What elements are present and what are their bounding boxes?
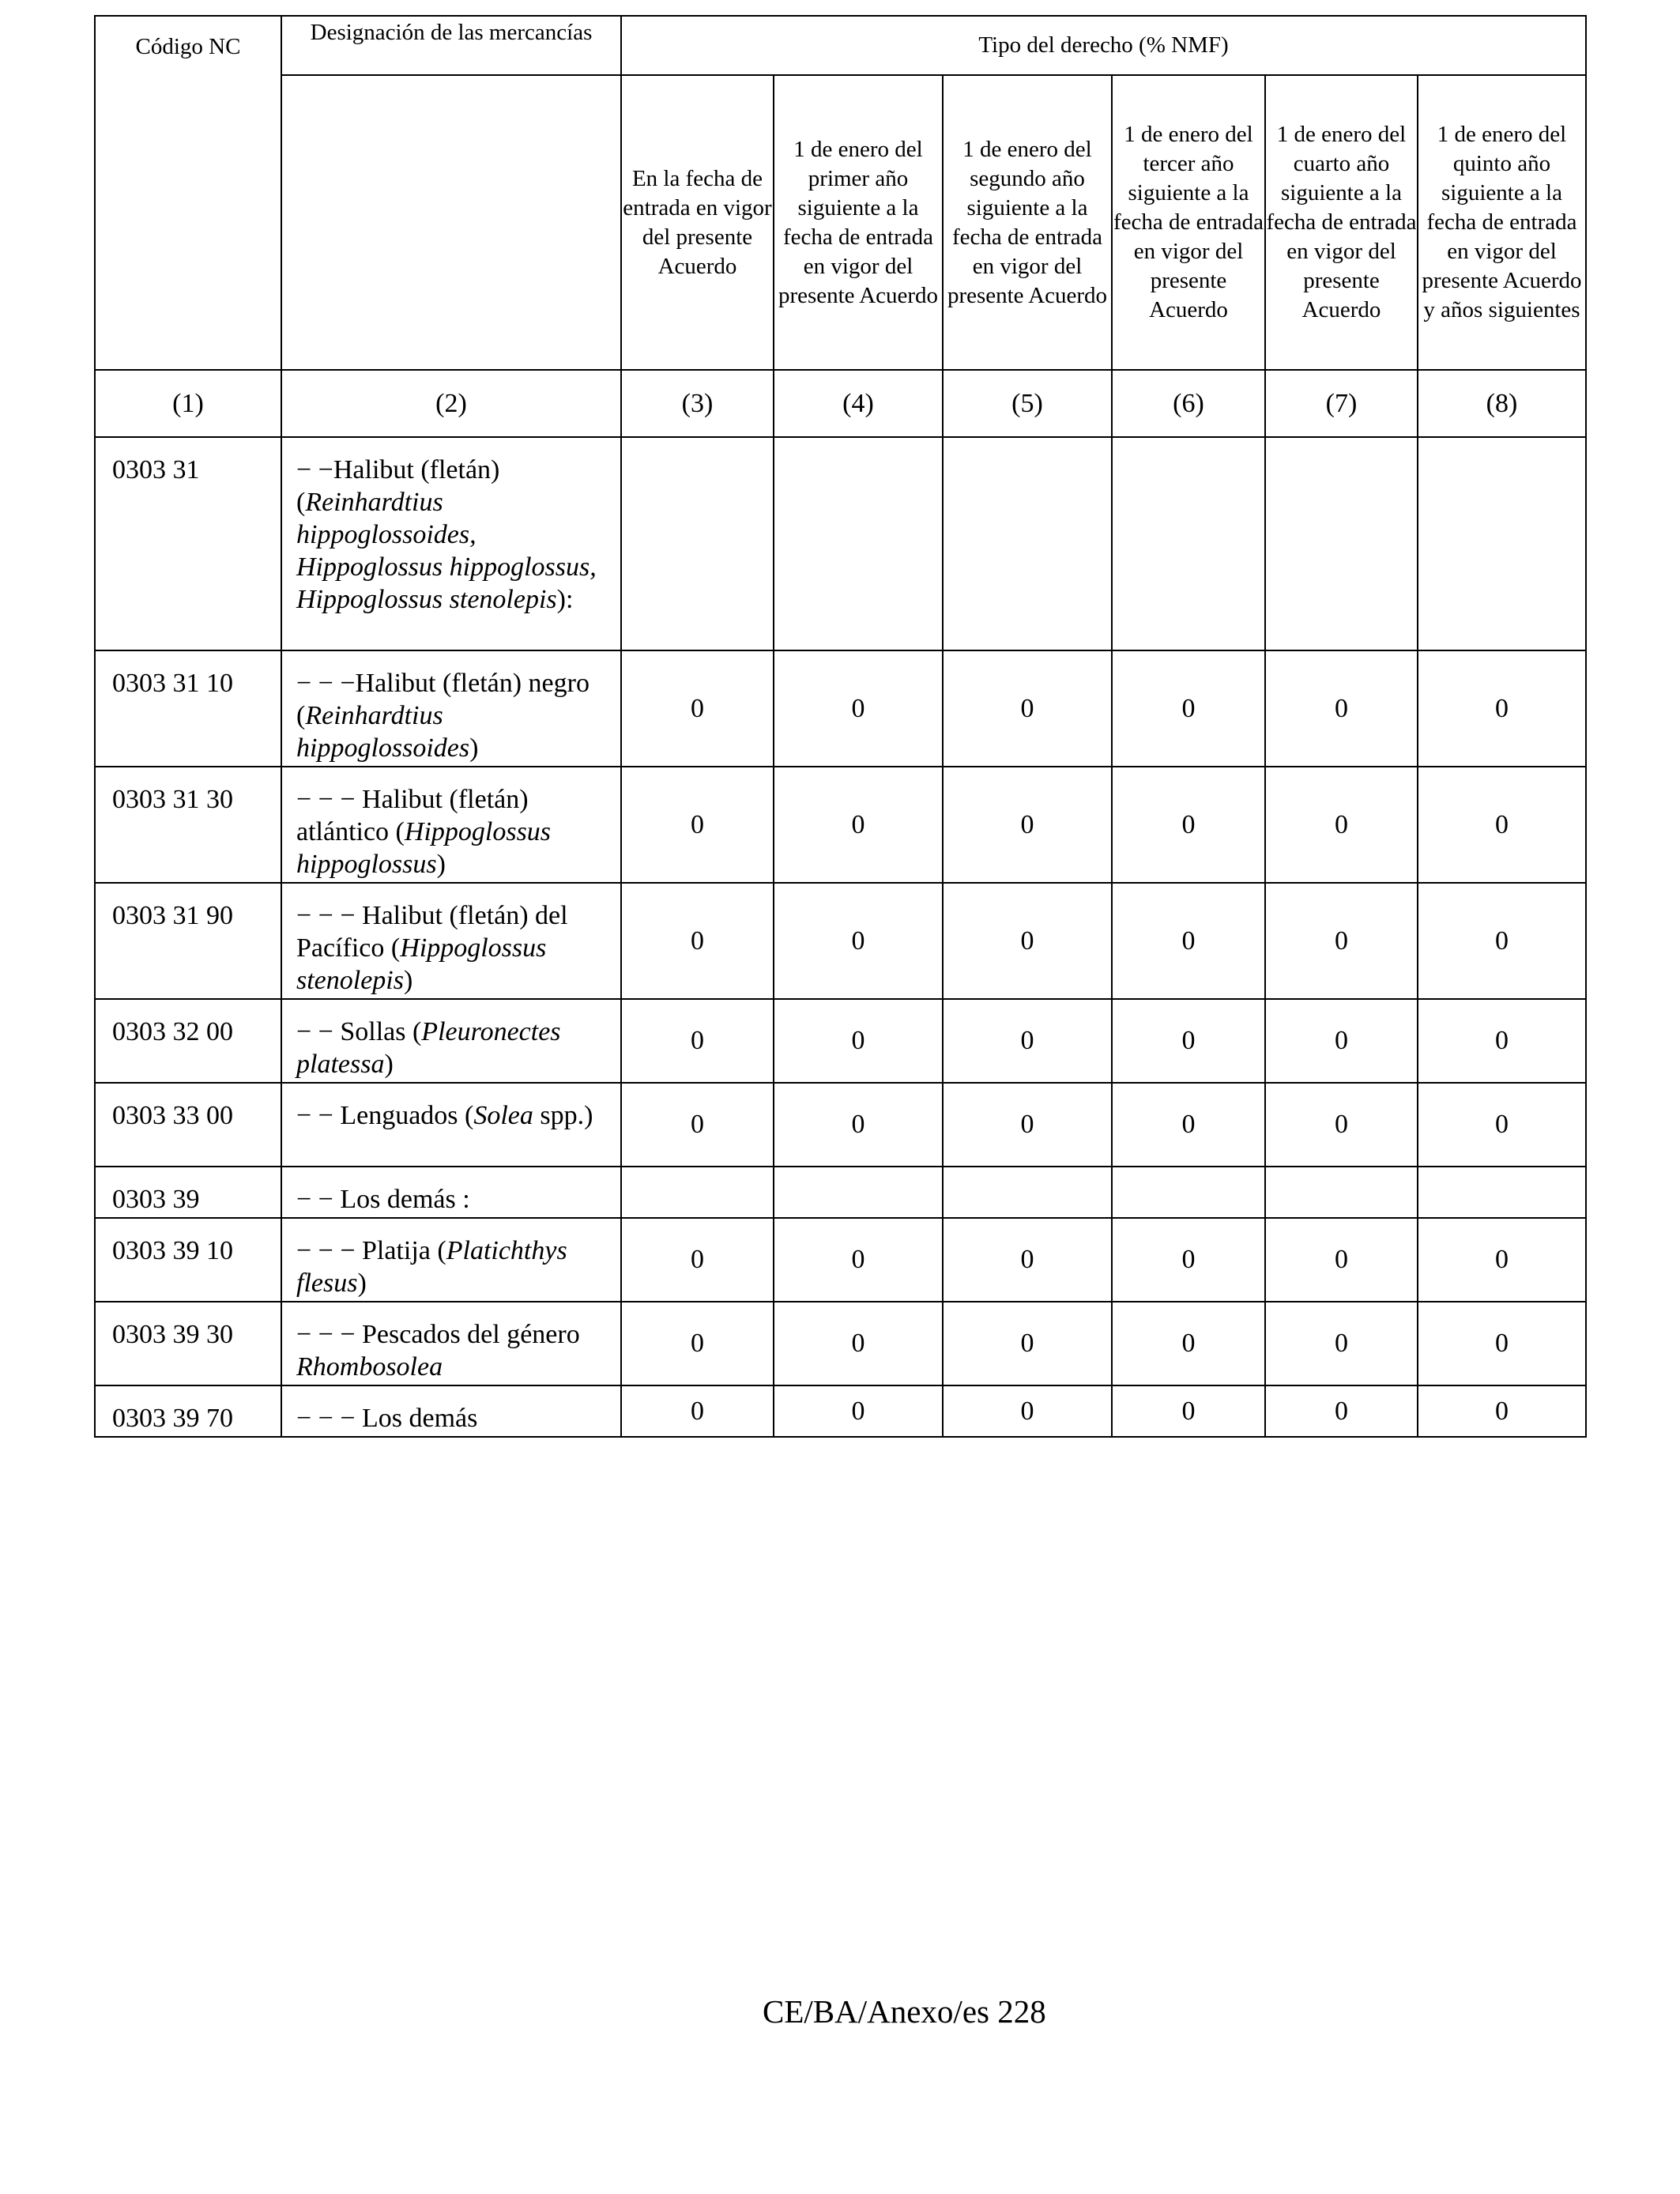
description-text: ) <box>384 1050 394 1079</box>
goods-description-cell <box>281 1302 621 1385</box>
description-text: − − −Halibut (fletán) negro ( <box>296 669 590 730</box>
goods-description-cell <box>281 1385 621 1437</box>
header-stage-4: 1 de enero del tercer año siguiente a la fecha de entrada en vigor del presente Acuerdo <box>1112 75 1265 370</box>
duty-rate-cell: 0 <box>774 650 943 767</box>
duty-rate-cell: 0 <box>774 883 943 999</box>
duty-rate-cell: 0 <box>621 999 774 1083</box>
duty-rate-cell <box>1265 437 1418 650</box>
scientific-name: Reinhardtius hippoglossoides <box>296 701 470 763</box>
duty-rate-cell: 0 <box>1265 1385 1418 1437</box>
header-stage-6: 1 de enero del quinto año siguiente a la fecha de entrada en vigor del presente Acuerdo y años siguientes <box>1418 75 1586 370</box>
duty-rate-cell <box>1112 1167 1265 1218</box>
description-text: − − Los demás : <box>296 1185 470 1214</box>
duty-rate-cell: 0 <box>1265 1083 1418 1167</box>
duty-rate-cell <box>621 1167 774 1218</box>
duty-rate-cell: 0 <box>1418 650 1586 767</box>
scientific-name: Hippoglossus stenolepis <box>296 933 547 995</box>
description-text: ) <box>469 733 479 763</box>
goods-description-cell <box>281 1167 621 1218</box>
duty-rate-cell: 0 <box>1418 883 1586 999</box>
nc-code-cell: 0303 33 00 <box>95 1083 281 1167</box>
description-text: spp.) <box>533 1101 593 1130</box>
goods-description-cell <box>281 650 621 767</box>
duty-rate-cell: 0 <box>1265 1302 1418 1385</box>
duty-rate-cell: 0 <box>1418 1218 1586 1302</box>
duty-rate-cell <box>943 1167 1112 1218</box>
nc-code-cell: 0303 39 30 <box>95 1302 281 1385</box>
duty-rate-cell: 0 <box>1112 883 1265 999</box>
nc-code-cell: 0303 39 10 <box>95 1218 281 1302</box>
nc-code-cell: 0303 31 10 <box>95 650 281 767</box>
column-number: (5) <box>943 370 1112 437</box>
goods-description-cell <box>281 767 621 883</box>
goods-description-cell <box>281 1083 621 1167</box>
scientific-name: Hippoglossus hippoglossus <box>296 817 552 879</box>
tariff-table <box>94 15 1587 1438</box>
description-text: − − − Halibut (fletán) del Pacífico ( <box>296 901 568 963</box>
nc-code-cell: 0303 31 <box>95 437 281 650</box>
table-row <box>95 650 1586 767</box>
duty-rate-cell <box>943 437 1112 650</box>
duty-rate-cell: 0 <box>1418 999 1586 1083</box>
duty-rate-cell: 0 <box>943 1218 1112 1302</box>
description-text: − − − Halibut (fletán) atlántico ( <box>296 785 529 846</box>
table-row <box>95 1385 1586 1437</box>
duty-rate-cell: 0 <box>943 999 1112 1083</box>
table-row <box>95 1302 1586 1385</box>
table-row <box>95 767 1586 883</box>
table-row <box>95 883 1586 999</box>
description-text: − − Sollas ( <box>296 1017 422 1046</box>
duty-rate-cell: 0 <box>621 883 774 999</box>
header-stage-5: 1 de enero del cuarto año siguiente a la fecha de entrada en vigor del presente Acuerdo <box>1265 75 1418 370</box>
duty-rate-cell <box>1265 1167 1418 1218</box>
header-code: Código NC <box>95 16 281 370</box>
column-number: (2) <box>281 370 621 437</box>
description-text: − −Halibut (fletán) ( <box>296 455 500 517</box>
header-duty-group: Tipo del derecho (% NMF) <box>621 16 1586 75</box>
description-text: ): <box>556 585 574 614</box>
duty-rate-cell: 0 <box>621 1083 774 1167</box>
nc-code-cell: 0303 31 90 <box>95 883 281 999</box>
duty-rate-cell: 0 <box>1265 999 1418 1083</box>
duty-rate-cell: 0 <box>774 1385 943 1437</box>
duty-rate-cell: 0 <box>621 767 774 883</box>
description-text: − − − Platija ( <box>296 1236 446 1265</box>
duty-rate-cell: 0 <box>1265 767 1418 883</box>
description-text: ) <box>436 850 446 879</box>
table-row <box>95 437 1586 650</box>
table-row <box>95 1083 1586 1167</box>
table-body <box>95 437 1586 1437</box>
description-text: ) <box>403 966 413 995</box>
duty-rate-cell: 0 <box>621 1302 774 1385</box>
duty-rate-cell: 0 <box>1112 1218 1265 1302</box>
goods-description-cell <box>281 999 621 1083</box>
nc-code-cell: 0303 39 <box>95 1167 281 1218</box>
column-number: (4) <box>774 370 943 437</box>
duty-rate-cell: 0 <box>1418 767 1586 883</box>
duty-rate-cell <box>1418 437 1586 650</box>
header-description: Designación de las mercancías <box>281 16 621 75</box>
duty-rate-cell: 0 <box>621 650 774 767</box>
goods-description-cell <box>281 1218 621 1302</box>
duty-rate-cell <box>774 1167 943 1218</box>
header-stage-3: 1 de enero del segundo año siguiente a la fecha de entrada en vigor del presente Acuerdo <box>943 75 1112 370</box>
duty-rate-cell: 0 <box>1418 1302 1586 1385</box>
duty-rate-cell <box>621 437 774 650</box>
duty-rate-cell: 0 <box>943 1302 1112 1385</box>
nc-code-cell: 0303 32 00 <box>95 999 281 1083</box>
column-number-row <box>95 370 1586 437</box>
nc-code-cell: 0303 39 70 <box>95 1385 281 1437</box>
table-row <box>95 1167 1586 1218</box>
column-number: (3) <box>621 370 774 437</box>
header-description-blank <box>281 75 621 370</box>
duty-rate-cell: 0 <box>774 1302 943 1385</box>
nc-code-cell: 0303 31 30 <box>95 767 281 883</box>
duty-rate-cell: 0 <box>1112 999 1265 1083</box>
duty-rate-cell: 0 <box>1112 767 1265 883</box>
duty-rate-cell: 0 <box>1265 1218 1418 1302</box>
duty-rate-cell: 0 <box>943 1385 1112 1437</box>
duty-rate-cell: 0 <box>1112 1385 1265 1437</box>
duty-rate-cell <box>1418 1167 1586 1218</box>
duty-rate-cell: 0 <box>1265 650 1418 767</box>
column-number: (1) <box>95 370 281 437</box>
duty-rate-cell: 0 <box>943 650 1112 767</box>
table-row <box>95 1218 1586 1302</box>
duty-rate-cell: 0 <box>774 1083 943 1167</box>
header-stage-1: En la fecha de entrada en vigor del presente Acuerdo <box>621 75 774 370</box>
header-row-stages <box>95 75 1586 370</box>
scientific-name: Reinhardtius hippoglossoides, Hippoglossus hippoglossus, Hippoglossus stenolepis <box>296 488 597 614</box>
duty-rate-cell: 0 <box>943 767 1112 883</box>
scientific-name: Solea <box>473 1101 533 1130</box>
duty-rate-cell: 0 <box>943 1083 1112 1167</box>
description-text: − − − Los demás <box>296 1404 478 1433</box>
column-number: (7) <box>1265 370 1418 437</box>
description-text: − − Lenguados ( <box>296 1101 474 1130</box>
duty-rate-cell: 0 <box>774 999 943 1083</box>
duty-rate-cell: 0 <box>943 883 1112 999</box>
duty-rate-cell: 0 <box>774 767 943 883</box>
header-stage-2: 1 de enero del primer año siguiente a la fecha de entrada en vigor del presente Acuerdo <box>774 75 943 370</box>
description-text: ) <box>357 1269 367 1298</box>
description-text: − − − Pescados del género <box>296 1320 580 1349</box>
duty-rate-cell: 0 <box>621 1385 774 1437</box>
scientific-name: Pleuronectes platessa <box>296 1017 561 1079</box>
duty-rate-cell: 0 <box>1112 1302 1265 1385</box>
duty-rate-cell: 0 <box>1265 883 1418 999</box>
duty-rate-cell <box>774 437 943 650</box>
page-reference: CE/BA/Anexo/es 228 <box>763 1993 1046 2030</box>
duty-rate-cell: 0 <box>1112 1083 1265 1167</box>
scientific-name: Platichthys flesus <box>296 1236 567 1298</box>
goods-description-cell <box>281 883 621 999</box>
column-number: (6) <box>1112 370 1265 437</box>
duty-rate-cell: 0 <box>774 1218 943 1302</box>
duty-rate-cell <box>1112 437 1265 650</box>
column-number: (8) <box>1418 370 1586 437</box>
duty-rate-cell: 0 <box>621 1218 774 1302</box>
table-row <box>95 999 1586 1083</box>
duty-rate-cell: 0 <box>1112 650 1265 767</box>
scientific-name: Rhombosolea <box>296 1352 443 1382</box>
goods-description-cell <box>281 437 621 650</box>
duty-rate-cell: 0 <box>1418 1385 1586 1437</box>
duty-rate-cell: 0 <box>1418 1083 1586 1167</box>
header-row-top <box>95 16 1586 75</box>
